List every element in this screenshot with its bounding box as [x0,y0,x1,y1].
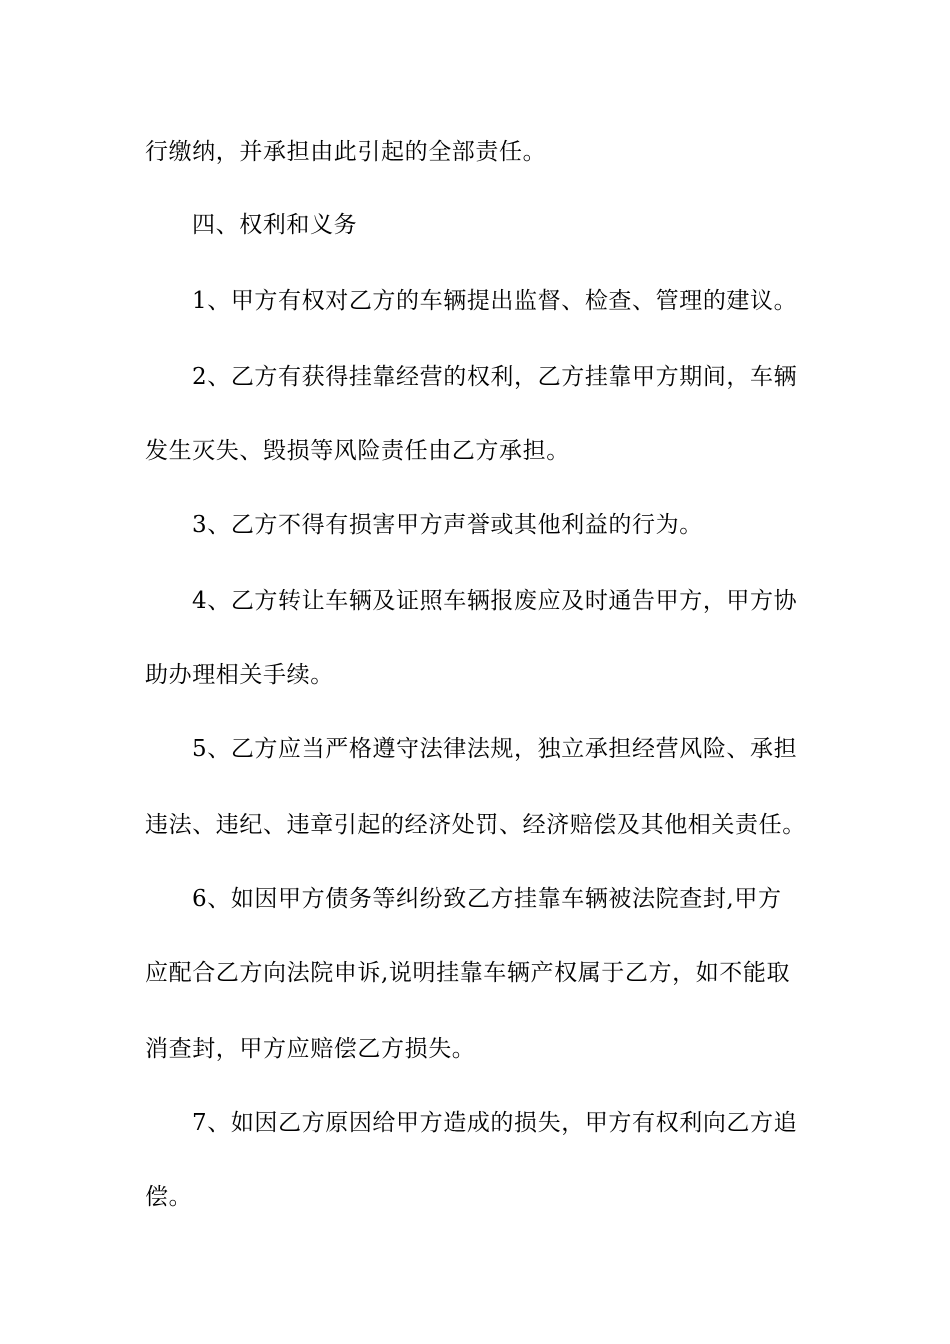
text-line: 助办理相关手续。 [145,662,334,688]
text-line: 应配合乙方向法院申诉,说明挂靠车辆产权属于乙方，如不能取 [145,960,791,986]
section-heading: 四、权利和义务 [192,212,358,238]
text-line: 消查封，甲方应赔偿乙方损失。 [145,1036,476,1062]
text-line: 偿。 [145,1184,193,1210]
list-item: 5、乙方应当严格遵守法律法规，独立承担经营风险、承担 [192,736,798,762]
list-item: 1、甲方有权对乙方的车辆提出监督、检查、管理的建议。 [192,288,798,314]
list-item: 2、乙方有获得挂靠经营的权利，乙方挂靠甲方期间，车辆 [192,364,798,390]
list-item: 3、乙方不得有损害甲方声誉或其他利益的行为。 [192,512,703,538]
text-line: 发生灭失、毁损等风险责任由乙方承担。 [145,438,570,464]
list-item: 7、如因乙方原因给甲方造成的损失，甲方有权利向乙方追 [192,1110,798,1136]
text-line: 违法、违纪、违章引起的经济处罚、经济赔偿及其他相关责任。 [145,812,806,838]
text-line: 行缴纳，并承担由此引起的全部责任。 [145,139,547,165]
list-item: 6、如因甲方债务等纠纷致乙方挂靠车辆被法院查封,甲方 [192,886,782,912]
list-item: 4、乙方转让车辆及证照车辆报废应及时通告甲方，甲方协 [192,588,798,614]
